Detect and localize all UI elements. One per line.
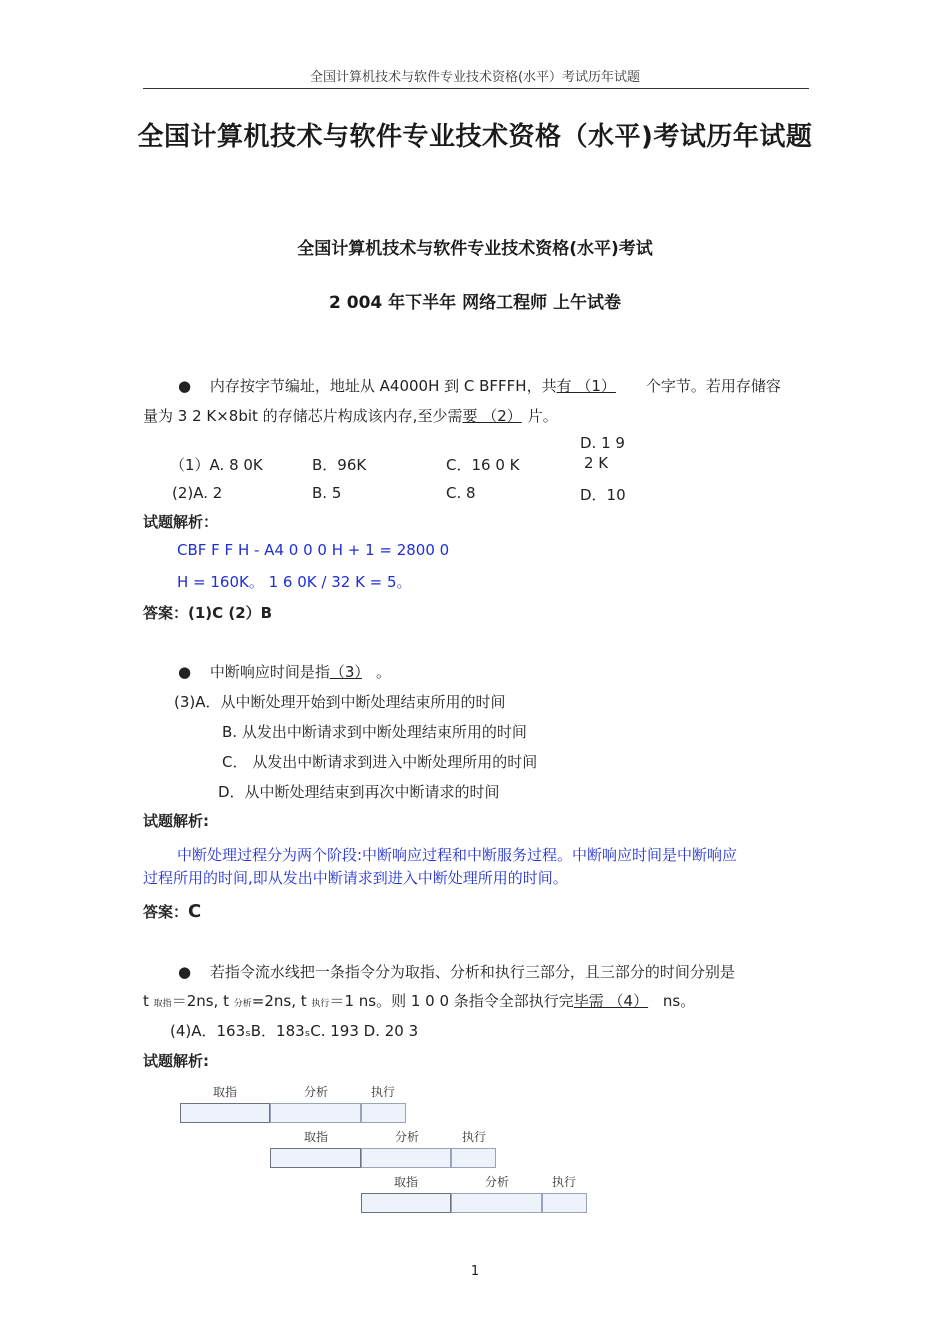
q1-opt2-d: D．10 [580,486,626,504]
q3-sub3: 执行 [311,999,330,1009]
pipeline-label-fetch: 取指 [394,1175,419,1189]
pipeline-box-execute [542,1193,587,1213]
q2-text: 中断响应时间是指 [209,663,330,681]
exam-session: 2 004 年下半年 网络工程师 上午试卷 [329,293,621,313]
pipeline-box-execute [361,1103,406,1123]
q2-answer [143,901,201,922]
q2-text-end: 。 [375,663,391,681]
q1-blank2: 要 （2） [462,407,522,425]
bullet-icon: ● [178,377,192,395]
q3-line1 [178,961,735,982]
pipeline-box-fetch [180,1103,270,1123]
q2-answer-label: 答案： [143,903,189,921]
q1-optD-top: D. 1 9 [580,434,625,452]
page-number: 1 [470,1264,480,1279]
q1-opt2-b: B. 5 [312,484,342,502]
q1-analysis-label: 试题解析： [143,513,219,531]
pipeline-box-analyze [270,1103,361,1123]
pipeline-box-execute [451,1148,496,1168]
q1-opt1-b: B．96K [312,456,367,474]
q3-blank: 毕需 （4） [573,992,649,1010]
bullet-icon: ● [178,963,192,981]
q2-answer-value: C [188,901,202,922]
q1-opt1-a: （1）A. 8 0K [170,456,263,474]
q2-option-d: D．从中断处理结束到再次中断请求的时间 [218,783,500,801]
q3-eq3: ＝1 ns。则 1 0 0 条指令全部执行完 [329,992,574,1010]
q1-analysis-1: CBF F F H - A4 0 0 0 H + 1 = 2800 0 [177,541,450,559]
pipeline-label-analyze: 分析 [304,1085,329,1099]
main-title: 全国计算机技术与软件专业技术资格（水平)考试历年试题 [137,122,813,152]
pipeline-box-fetch [270,1148,361,1168]
pipeline-label-execute: 执行 [462,1130,487,1144]
q3-eq1: ＝2ns, t [171,992,229,1010]
q3-sub2: 分析 [233,999,252,1009]
q1-opt1-d: 2 K [584,454,609,472]
q1-opt1-c: C．16 0 K [446,456,520,474]
q3-unit: ns。 [662,992,696,1010]
pipeline-label-fetch: 取指 [304,1130,329,1144]
q3-eq2: =2ns, t [251,992,307,1010]
q1-text1: 内存按字节编址，地址从 A4000H 到 C BFFFH，共 [209,377,557,395]
q1-line1 [178,375,781,396]
running-header: 全国计算机技术与软件专业技术资格(水平）考试历年试题 [309,70,641,85]
q3-t-prefix: t [143,992,149,1010]
q1-answer: 答案：(1)C (2）B [143,604,273,622]
q3-line2 [143,990,695,1011]
q3-options: (4)A．163ₛB．183ₛC. 193 D. 20 3 [170,1022,419,1040]
bullet-icon: ● [178,663,192,681]
pipeline-label-analyze: 分析 [485,1175,510,1189]
q2-option-c: C． 从发出中断请求到进入中断处理所用的时间 [222,753,538,771]
q3-analysis-label: 试题解析: [143,1052,209,1070]
q3-sub1: 取指 [153,999,172,1009]
q2-analysis-2: 过程所用的时间,即从发出中断请求到进入中断处理所用的时间。 [143,869,568,887]
q2-blank: （3） [329,663,362,681]
q1-text1b: 个字节。若用存储容 [645,377,781,395]
q2-analysis-1: 中断处理过程分为两个阶段:中断响应过程和中断服务过程。中断响应时间是中断响应 [177,846,738,864]
pipeline-label-fetch: 取指 [213,1085,238,1099]
pipeline-label-execute: 执行 [552,1175,577,1189]
q2-line [178,661,391,682]
header-rule [143,88,809,89]
q1-text2b: 片。 [527,407,558,425]
pipeline-box-analyze [361,1148,451,1168]
q1-line2 [143,405,558,426]
q2-option-b: B. 从发出中断请求到中断处理结束所用的时间 [222,723,527,741]
exam-title: 全国计算机技术与软件专业技术资格(水平)考试 [297,239,653,259]
q1-opt2-c: C. 8 [446,484,476,502]
pipeline-box-fetch [361,1193,451,1213]
q2-option-a: (3)A．从中断处理开始到中断处理结束所用的时间 [174,693,506,711]
q3-text1: 若指令流水线把一条指令分为取指、分析和执行三部分，且三部分的时间分别是 [209,963,735,981]
q2-analysis-label: 试题解析: [143,812,209,830]
pipeline-label-execute: 执行 [371,1085,396,1099]
q1-analysis-2: H = 160K。 1 6 0K / 32 K = 5。 [177,573,412,591]
q1-blank1: 有 （1） [556,377,616,395]
q1-text2: 量为 3 2 K×8bit 的存储芯片构成该内存,至少需 [143,407,463,425]
pipeline-box-analyze [451,1193,542,1213]
pipeline-label-analyze: 分析 [395,1130,420,1144]
q1-opt2-a: (2)A. 2 [172,484,223,502]
